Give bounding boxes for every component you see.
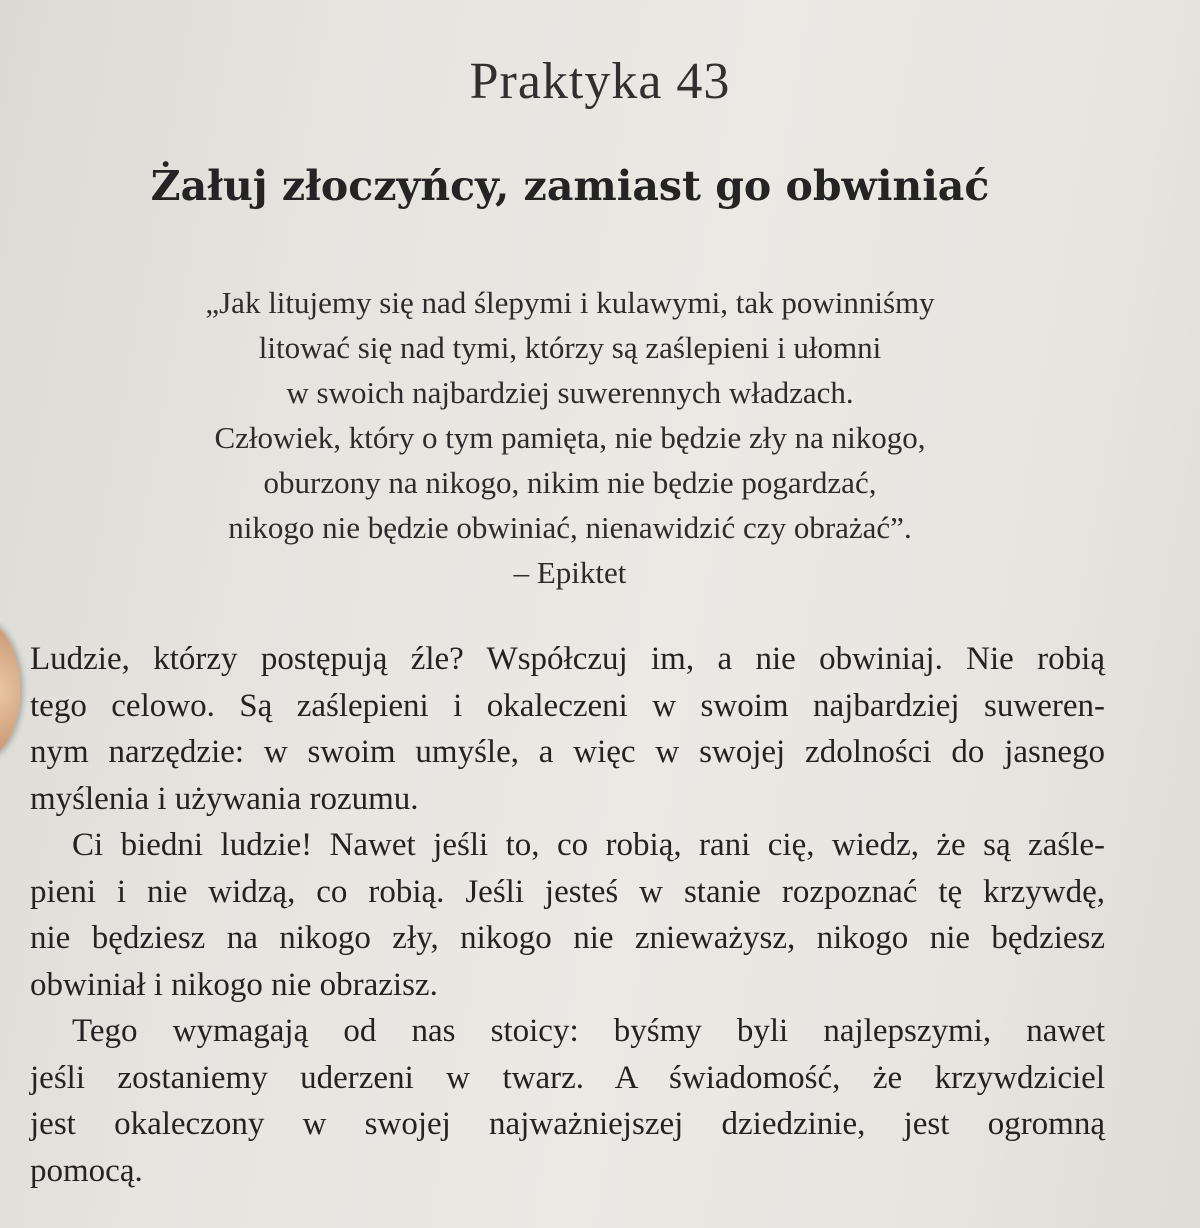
text-line: Ludzie, którzy postępują źle? Współczuj im, a nie obwiniaj. Nie robią xyxy=(30,641,1105,677)
chapter-title: Żałuj złoczyńcy, zamiast go obwiniać xyxy=(150,162,990,210)
body-text xyxy=(30,636,1105,1194)
text-line: nym narzędzie: w swoim umyśle, a więc w swojej zdolności do jasnego xyxy=(30,734,1105,770)
text-line: jeśli zostaniemy uderzeni w twarz. A świadomość, że krzywdziciel xyxy=(30,1059,1105,1096)
text-line: pieni i nie widzą, co robią. Jeśli jesteś w stanie rozpoznać tę krzywdę, xyxy=(30,873,1105,910)
quote-line: oburzony na nikogo, nikim nie będzie pogardzać, xyxy=(263,465,877,500)
quote-attribution: – Epiktet xyxy=(513,555,627,590)
text-line: Tego wymagają od nas stoicy: byśmy byli najlepszymi, nawet xyxy=(72,1013,1105,1049)
quote-line: Człowiek, który o tym pamięta, nie będzie zły na nikogo, xyxy=(214,420,926,455)
text-line: Ci biedni ludzie! Nawet jeśli to, co robią, rani cię, wiedz, że są zaśle- xyxy=(72,827,1105,863)
quote-line: „Jak litujemy się nad ślepymi i kulawymi, tak powinniśmy xyxy=(205,285,935,320)
paragraph xyxy=(30,1008,1105,1194)
paragraph xyxy=(30,636,1105,822)
chapter-label: Praktyka 43 xyxy=(469,53,731,110)
text-line: pomocą. xyxy=(30,1152,143,1189)
quote-line: litować się nad tymi, którzy są zaślepieni i ułomni xyxy=(258,330,882,365)
quote-line: w swoich najbardziej suwerennych władzach. xyxy=(286,375,854,410)
text-line: myślenia i używania rozumu. xyxy=(30,780,419,817)
text-line: jest okaleczony w swojej najważniejszej dziedzinie, jest ogromną xyxy=(30,1106,1105,1142)
paragraph xyxy=(30,822,1105,1008)
epigraph-quote xyxy=(120,280,1020,595)
text-line: obwiniał i nikogo nie obrazisz. xyxy=(30,966,438,1003)
thumb xyxy=(0,620,20,760)
quote-line: nikogo nie będzie obwiniać, nienawidzić czy obrażać”. xyxy=(228,510,912,545)
text-line: tego celowo. Są zaślepieni i okaleczeni w swoim najbardziej suweren- xyxy=(30,687,1105,724)
text-line: nie będziesz na nikogo zły, nikogo nie znieważysz, nikogo nie będziesz xyxy=(30,920,1105,956)
